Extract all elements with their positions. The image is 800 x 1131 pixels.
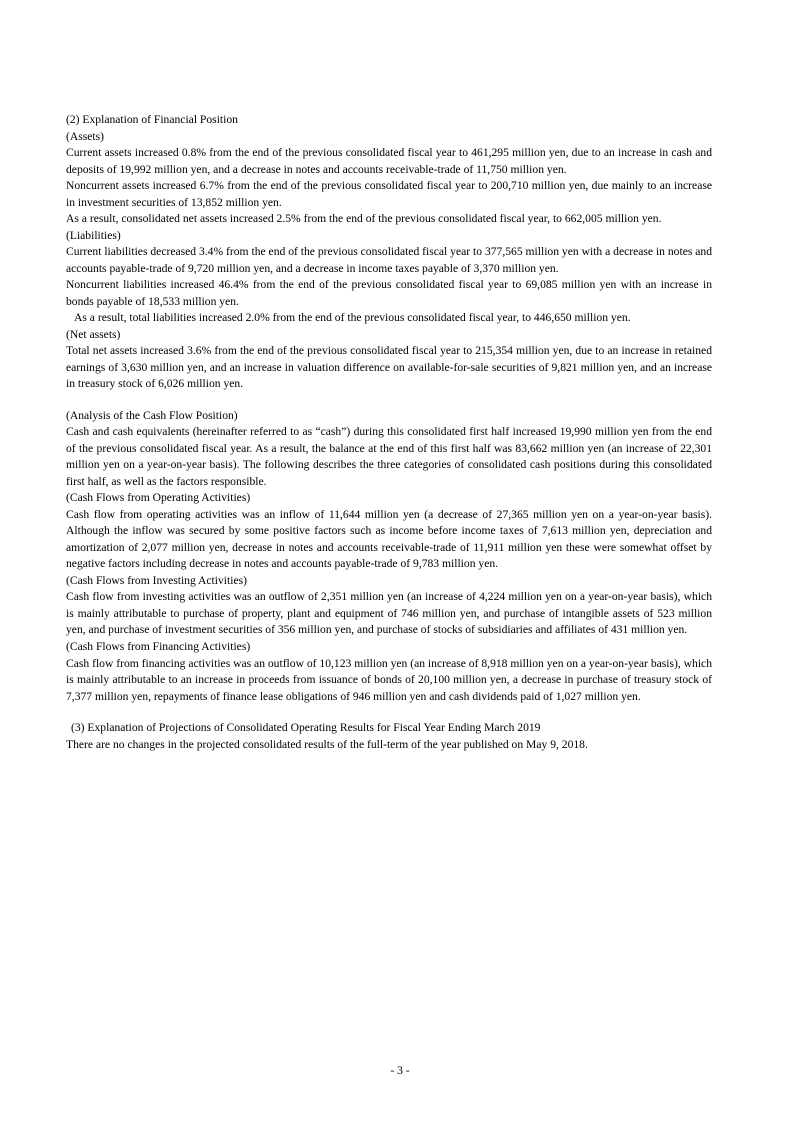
section-heading-financial-position: (2) Explanation of Financial Position (66, 113, 238, 126)
section-heading-operating-activities: (Cash Flows from Operating Activities) (66, 491, 251, 505)
paragraph-spacer (66, 393, 712, 408)
paragraph-financing-activities-1: Cash flow from financing activities was an outflow of 10,123 million yen (an increase of 8,918 million yen on a year-on-year basis), which is mainly attributable to an increase in proceeds from issuance of bonds of 20,100 million yen, a decrease in purchase of treasury stock of 7,377 million yen, repayments of finance lease obligations of 946 million yen and cash dividends paid of 1,027 million yen. (66, 656, 712, 703)
paragraph-liabilities-3: As a result, total liabilities increased 2.0% from the end of the previous consolidated fiscal year, to 446,650 million yen. (74, 311, 631, 325)
section-heading-liabilities: (Liabilities) (66, 228, 121, 242)
section-heading-investing-activities: (Cash Flows from Investing Activities) (66, 573, 247, 587)
paragraph-investing-activities-1: Cash flow from investing activities was an outflow of 2,351 million yen (an increase of 4,224 million yen on a year-on-year basis), which is mainly attributable to purchase of property, plant and equipment of 746 million yen, and purchase of intangible assets of 523 million yen, and purchase of investment securities of 356 million yen, and purchase of stocks of subsidiaries and affiliates of 431 million yen. (66, 590, 712, 637)
section-heading-projections: (3) Explanation of Projections of Consolidated Operating Results for Fiscal Year Ending March 2019 (71, 721, 541, 735)
paragraph-operating-activities-1: Cash flow from operating activities was an inflow of 11,644 million yen (a decrease of 27,365 million yen on a year-on-year basis). Although the inflow was secured by some positive factors such as income before income taxes of 7,613 million yen, depreciation and amortization of 2,077 million yen, decrease in notes and accounts receivable-trade of 11,911 million yen these were somewhat offset by negative factors including decrease in notes and accounts payable-trade of 9,783 million yen. (66, 507, 712, 571)
section-heading-assets: (Assets) (66, 129, 104, 143)
section-heading-cash-flow-analysis: (Analysis of the Cash Flow Position) (66, 408, 238, 422)
document-body (66, 112, 712, 753)
paragraph-assets-3: As a result, consolidated net assets increased 2.5% from the end of the previous consolidated fiscal year, to 662,005 million yen. (66, 212, 662, 226)
paragraph-liabilities-1: Current liabilities decreased 3.4% from the end of the previous consolidated fiscal year to 377,565 million yen with a decrease in notes and accounts payable-trade of 9,720 million yen, and a decrease in income taxes payable of 3,370 million yen. (66, 245, 712, 275)
section-heading-financing-activities: (Cash Flows from Financing Activities) (66, 639, 251, 653)
paragraph-spacer-2 (66, 705, 712, 720)
paragraph-assets-2: Noncurrent assets increased 6.7% from the end of the previous consolidated fiscal year to 200,710 million yen, due mainly to an increase in investment securities of 13,852 million yen. (66, 179, 712, 209)
paragraph-projections-1: There are no changes in the projected consolidated results of the full-term of the year published on May 9, 2018. (66, 737, 588, 751)
paragraph-cash-flow-analysis-1: Cash and cash equivalents (hereinafter referred to as “cash”) during this consolidated first half increased 19,990 million yen from the end of the previous consolidated fiscal year. As a result, the balance at the end of this first half was 83,662 million yen (an increase of 22,301 million yen on a year-on-year basis). The following describes the three categories of consolidated cash positions during this consolidated first half, as well as the factors responsible. (66, 425, 712, 488)
paragraph-net-assets-1: Total net assets increased 3.6% from the end of the previous consolidated fiscal year to 215,354 million yen, due to an increase in retained earnings of 3,630 million yen, and an increase in valuation difference on available-for-sale securities of 9,821 million yen, and an increase in treasury stock of 6,026 million yen. (66, 344, 712, 391)
paragraph-assets-1: Current assets increased 0.8% from the end of the previous consolidated fiscal year to 461,295 million yen, due to an increase in cash and deposits of 19,992 million yen, and a decrease in notes and accounts receivable-trade of 11,750 million yen. (66, 146, 712, 176)
section-heading-net-assets: (Net assets) (66, 327, 121, 341)
page-number: - 3 - (390, 1064, 410, 1077)
paragraph-liabilities-2: Noncurrent liabilities increased 46.4% from the end of the previous consolidated fiscal year to 69,085 million yen with an increase in bonds payable of 18,533 million yen. (66, 278, 712, 308)
